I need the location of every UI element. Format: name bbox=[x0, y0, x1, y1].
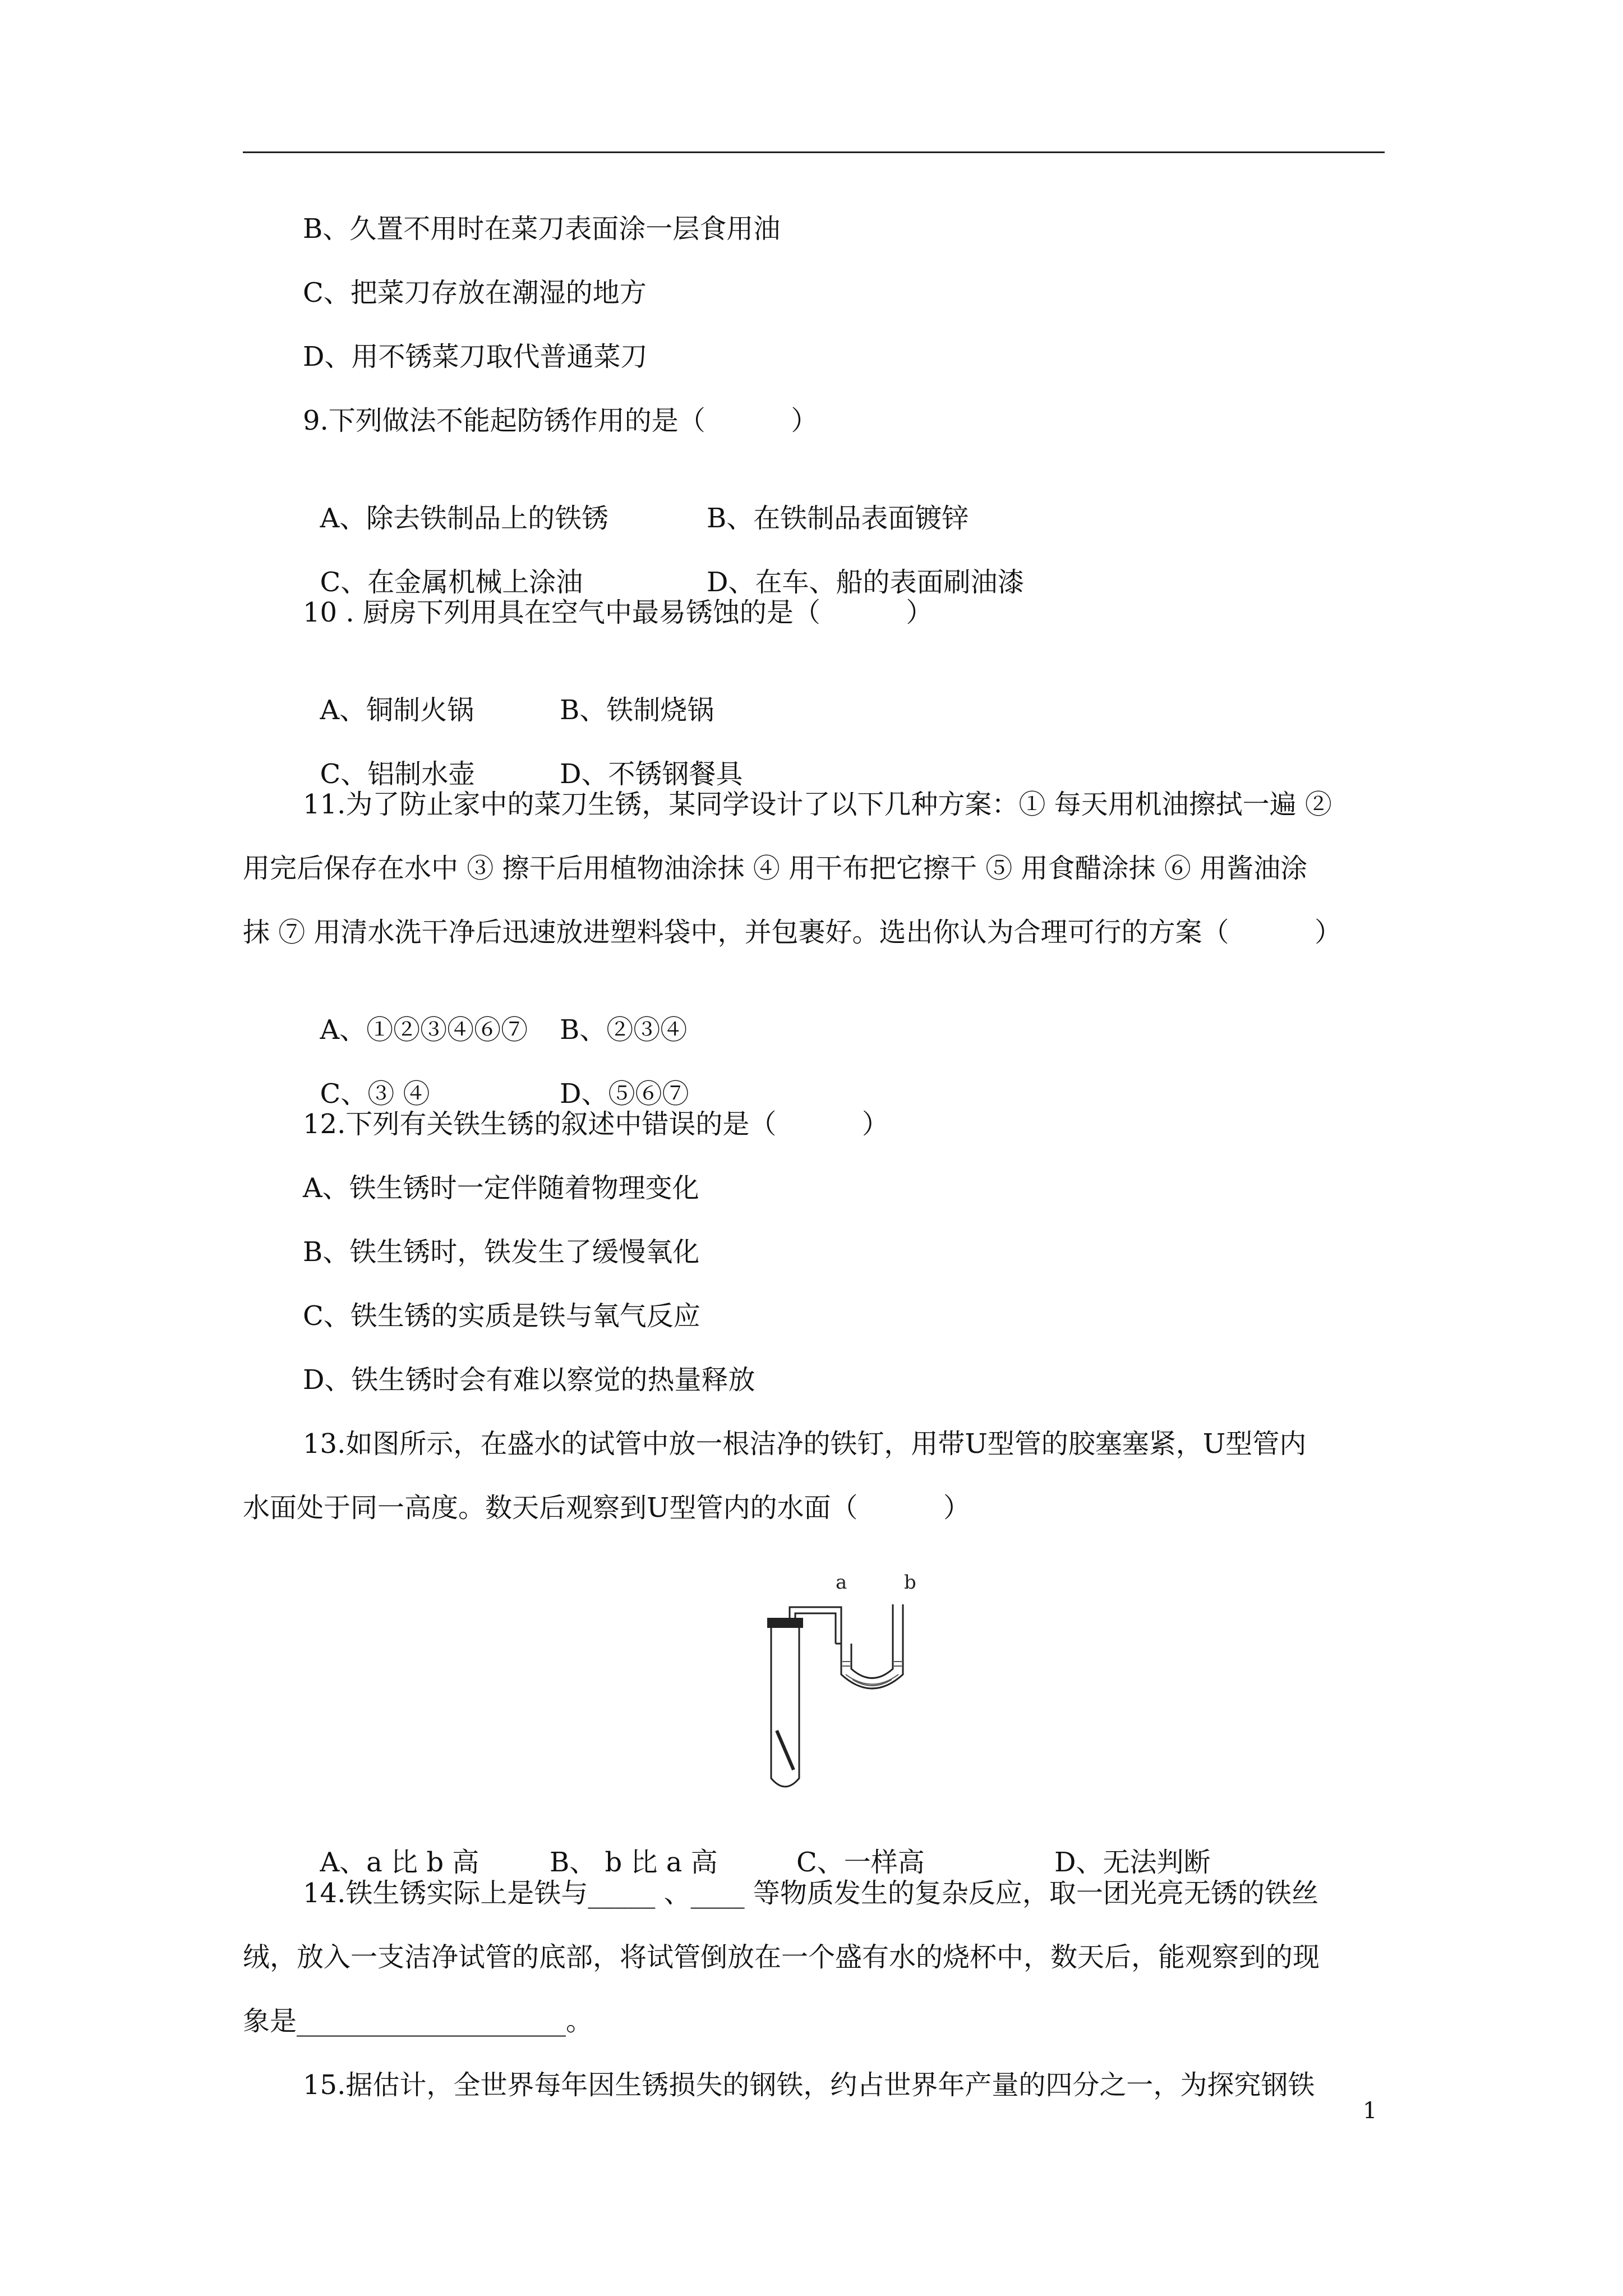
rubber-stopper bbox=[767, 1618, 803, 1628]
q11-stem-line2: 用完后保存在水中 ③ 擦干后用植物油涂抹 ④ 用干布把它擦干 ⑤ 用食醋涂抹 ⑥ 用酱油涂 bbox=[243, 853, 1308, 884]
q13-option-d: D、无法判断 bbox=[1054, 1847, 1211, 1878]
q8-option-d: D、用不锈菜刀取代普通菜刀 bbox=[303, 341, 648, 372]
q10-option-a: A、铜制火锅 bbox=[320, 694, 474, 726]
q9-option-d: D、在车、船的表面刷油漆 bbox=[707, 567, 1025, 598]
q11-option-a: A、①②③④⑥⑦ bbox=[320, 1014, 528, 1046]
q10-stem: 10 . 厨房下列用具在空气中最易锈蚀的是（ ） bbox=[303, 597, 933, 628]
q8-option-b: B、久置不用时在菜刀表面涂一层食用油 bbox=[303, 213, 781, 245]
apparatus-outline bbox=[771, 1604, 903, 1787]
q11-option-c: C、③ ④ bbox=[320, 1078, 430, 1110]
q13-stem-line1: 13.如图所示，在盛水的试管中放一根洁净的铁钉，用带U型管的胶塞塞紧，U型管内 bbox=[303, 1428, 1307, 1460]
q9-option-c: C、在金属机械上涂油 bbox=[320, 567, 583, 598]
q13-option-b: B、 b 比 a 高 bbox=[550, 1847, 718, 1878]
q11-stem-line1: 11.为了防止家中的菜刀生锈，某同学设计了以下几种方案：① 每天用机油擦拭一遍 ② bbox=[303, 789, 1332, 820]
q12-stem: 12.下列有关铁生锈的叙述中错误的是（ ） bbox=[303, 1108, 889, 1140]
q11-option-b: B、②③④ bbox=[560, 1014, 688, 1046]
q11-option-d: D、⑤⑥⑦ bbox=[560, 1078, 689, 1110]
q9-option-a: A、除去铁制品上的铁锈 bbox=[320, 503, 609, 534]
test-tube bbox=[771, 1627, 799, 1787]
q10-option-d: D、不锈钢餐具 bbox=[560, 758, 743, 790]
q13-stem-line2: 水面处于同一高度。数天后观察到U型管内的水面（ ） bbox=[243, 1492, 971, 1524]
q10-option-b: B、铁制烧锅 bbox=[560, 694, 714, 726]
q12-option-b: B、铁生锈时，铁发生了缓慢氧化 bbox=[303, 1236, 700, 1268]
q11-options-row1 bbox=[303, 979, 688, 1047]
q14-stem-line1: 14.铁生锈实际上是铁与_____ 、____ 等物质发生的复杂反应，取一团光亮无锈的铁丝 bbox=[303, 1878, 1318, 1909]
q13-option-c: C、一样高 bbox=[796, 1847, 925, 1878]
q9-options-row2 bbox=[303, 532, 1025, 599]
q12-option-a: A、铁生锈时一定伴随着物理变化 bbox=[303, 1172, 699, 1204]
q9-options-row1 bbox=[303, 468, 969, 535]
label-a: a bbox=[836, 1571, 847, 1594]
q13-options-row bbox=[303, 1812, 1211, 1879]
q12-option-d: D、铁生锈时会有难以察觉的热量释放 bbox=[303, 1364, 755, 1396]
q11-options-row2 bbox=[303, 1043, 689, 1111]
q10-options-row1 bbox=[303, 660, 714, 727]
q10-option-c: C、铝制水壶 bbox=[320, 758, 476, 790]
q11-stem-line3: 抹 ⑦ 用清水洗干净后迅速放进塑料袋中，并包裹好。选出你认为合理可行的方案（ ） bbox=[243, 917, 1342, 948]
u-tube-inner bbox=[851, 1604, 893, 1678]
iron-nail bbox=[777, 1731, 794, 1770]
q9-option-b: B、在铁制品表面镀锌 bbox=[707, 503, 969, 534]
q14-stem-line2: 绒，放入一支洁净试管的底部，将试管倒放在一个盛有水的烧杯中，数天后，能观察到的现 bbox=[243, 1941, 1320, 1973]
page-number: 1 bbox=[1363, 2098, 1377, 2124]
q15-stem-line1: 15.据估计，全世界每年因生锈损失的钢铁，约占世界年产量的四分之一，为探究钢铁 bbox=[303, 2069, 1315, 2101]
q13-option-a: A、a 比 b 高 bbox=[320, 1847, 479, 1878]
q12-option-c: C、铁生锈的实质是铁与氧气反应 bbox=[303, 1300, 700, 1332]
label-b: b bbox=[904, 1571, 916, 1594]
u-tube-experiment-figure bbox=[751, 1559, 942, 1806]
q14-stem-line3: 象是____________________。 bbox=[243, 2005, 593, 2037]
q10-options-row2 bbox=[303, 724, 743, 791]
q9-stem: 9.下列做法不能起防锈作用的是（ ） bbox=[303, 405, 818, 436]
header-rule bbox=[243, 151, 1385, 153]
q8-option-c: C、把菜刀存放在潮湿的地方 bbox=[303, 277, 647, 309]
